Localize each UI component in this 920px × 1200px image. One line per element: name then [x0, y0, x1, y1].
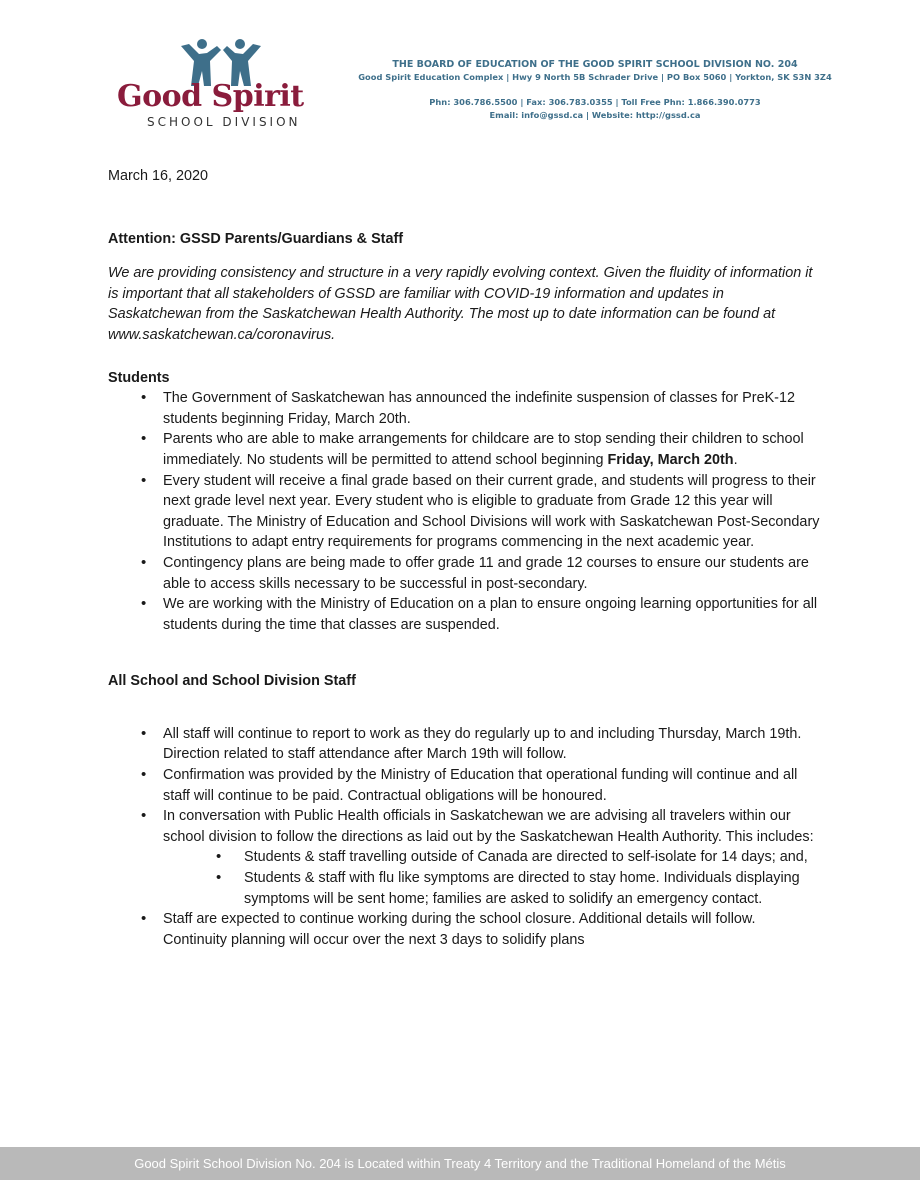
sub-list [163, 847, 820, 909]
sub-list-item: • Students & staff with flu like symptoms are directed to stay home. Individuals displaying symptoms will be sent home; families are asked to solidify an emergency contact. [163, 868, 820, 909]
list-item: • Every student will receive a final grade based on their current grade, and students will progress to their next grade level next year. Every student who is eligible to graduate from Grade 12 this year will graduate. The Ministry of Education and School Divisions will work with Saskatchewan Post-Secondary Institutions to adapt entry requirements for programs commencing in the next academic year. [108, 471, 820, 553]
list-item: • Confirmation was provided by the Ministry of Education that operational funding will continue and all staff will continue to be paid. Contractual obligations will be honoured. [108, 765, 820, 806]
list-item: • All staff will continue to report to work as they do regularly up to and including Thursday, March 19th. Direction related to staff attendance after March 19th will follow. [108, 724, 820, 765]
list-item: • The Government of Saskatchewan has announced the indefinite suspension of classes for PreK-12 students beginning Friday, March 20th. [108, 388, 820, 429]
letter-body [108, 166, 820, 950]
sub-list-item: • Students & staff travelling outside of Canada are directed to self-isolate for 14 days; and, [163, 847, 820, 868]
list-item-bold-date: Friday, March 20th [607, 451, 734, 468]
list-item: • We are working with the Ministry of Education on a plan to ensure ongoing learning opportunities for all students during the time that classes are suspended. [108, 594, 820, 635]
list-item-text-end: . [733, 451, 738, 468]
letter-date: March 16, 2020 [108, 168, 208, 184]
logo-name: Good Spirit [117, 79, 304, 114]
list-item-text: In conversation with Public Health officials in Saskatchewan we are advising all travelers within our school division to follow the directions as laid out by the Saskatchewan Health Authority. This includes: [163, 808, 814, 845]
list-item [108, 806, 820, 909]
letterhead-phones: Phn: 306.786.5500 | Fax: 306.783.0355 | Toll Free Phn: 1.866.390.0773 [429, 97, 761, 107]
list-item [108, 429, 820, 470]
letterhead-title: THE BOARD OF EDUCATION OF THE GOOD SPIRIT SCHOOL DIVISION NO. 204 [392, 59, 798, 70]
students-list [108, 388, 820, 635]
staff-heading: All School and School Division Staff [108, 673, 356, 690]
intro-paragraph: We are providing consistency and structure in a very rapidly evolving context. Given the fluidity of information it is important that all stakeholders of GSSD are familiar with COVID-19 information and updates in Saskatchewan from the Saskatchewan Health Authority. The most up to date information can be found at www.saskatchewan.ca/coronavirus. [108, 265, 813, 343]
staff-list [108, 724, 820, 951]
letterhead [330, 58, 860, 122]
logo-subtitle: SCHOOL DIVISION [147, 115, 301, 129]
footer-banner: Good Spirit School Division No. 204 is Located within Treaty 4 Territory and the Traditional Homeland of the Métis [0, 1147, 920, 1180]
list-item: • Contingency plans are being made to offer grade 11 and grade 12 courses to ensure our students are able to access skills necessary to be successful in post-secondary. [108, 553, 820, 594]
attention-line: Attention: GSSD Parents/Guardians & Staff [108, 230, 404, 247]
list-item-text: Parents who are able to make arrangements for childcare are to stop sending their children to school immediately. No students will be permitted to attend school beginning [163, 431, 804, 468]
letterhead-address: Good Spirit Education Complex | Hwy 9 North 5B Schrader Drive | PO Box 5060 | Yorkton, SK S3N 3Z4 [358, 72, 832, 82]
school-division-logo [115, 38, 305, 130]
students-heading: Students [108, 369, 170, 386]
list-item: • Staff are expected to continue working during the school closure. Additional details will follow. Continuity planning will occur over the next 3 days to solidify plans [108, 909, 820, 950]
letterhead-contact: Email: info@gssd.ca | Website: http://gssd.ca [489, 110, 701, 120]
